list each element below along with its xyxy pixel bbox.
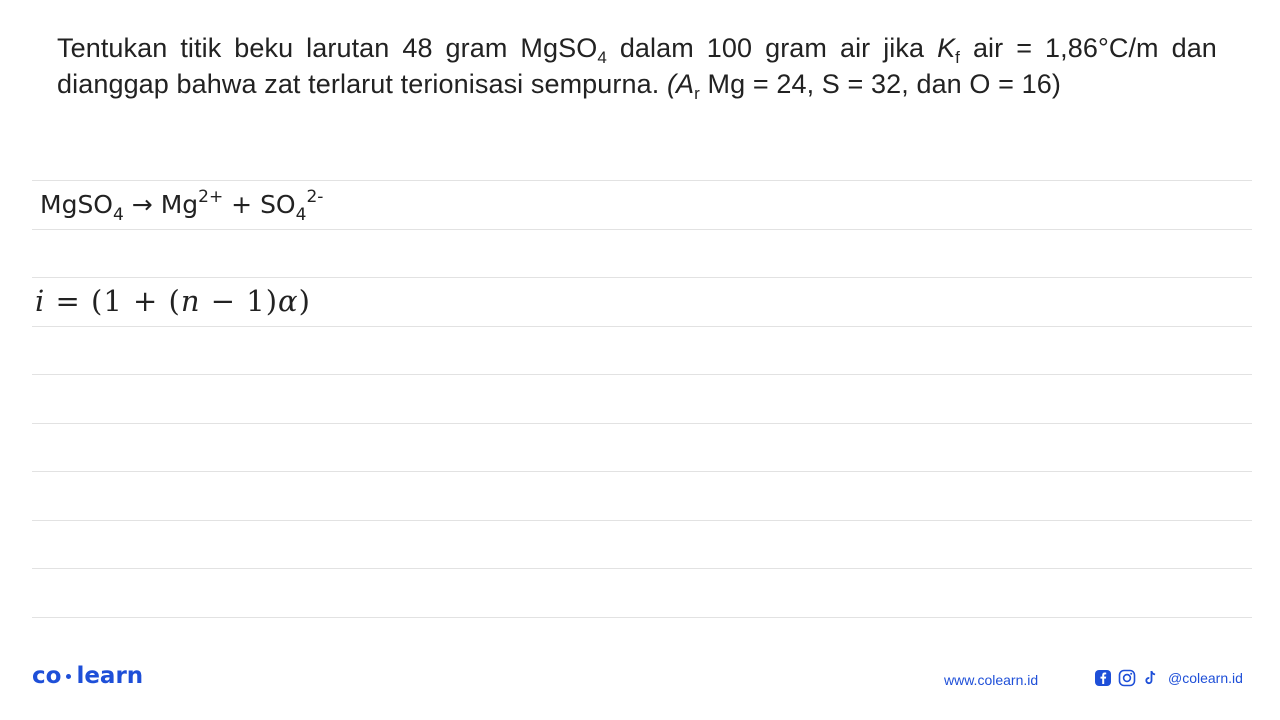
dissociation-equation: MgSO$_4$ → $Mg^{2+} + SO_4^{2-}$ xyxy=(40,187,324,225)
ruled-line xyxy=(32,180,1252,181)
question-text xyxy=(57,30,1217,102)
ruled-line xyxy=(32,617,1252,618)
facebook-icon xyxy=(1094,669,1112,687)
social-links xyxy=(1094,669,1243,687)
ruled-line xyxy=(32,568,1252,569)
website-url: www.colearn.id xyxy=(944,672,1039,688)
ar-symbol: ($A_r$ xyxy=(666,69,700,103)
reaction-arrow: → xyxy=(131,190,153,219)
tiktok-icon xyxy=(1142,669,1160,687)
social-handle: @colearn.id xyxy=(1168,670,1243,686)
instagram-icon xyxy=(1118,669,1136,687)
ruled-line xyxy=(32,374,1252,375)
question-line-1: Tentukan titik beku larutan 48 gram MgSO$_4$ dalam 100 gram air jika $K_f$ air = 1,86°C/m dan xyxy=(57,33,1217,67)
vant-hoff-equation: i = (1 + (n − 1)α) xyxy=(35,284,311,318)
ruled-line xyxy=(32,229,1252,230)
ruled-line xyxy=(32,471,1252,472)
ruled-line xyxy=(32,520,1252,521)
kf-symbol: $K_f$ xyxy=(937,33,960,67)
ruled-line xyxy=(32,326,1252,327)
formula-mgso4: MgSO$_4$ xyxy=(520,33,607,67)
ruled-line xyxy=(32,423,1252,424)
ruled-line xyxy=(32,277,1252,278)
colearn-logo: co learn xyxy=(32,663,144,689)
question-line-2: dianggap bahwa zat terlarut terionisasi sempurna. ($A_r$ Mg = 24, S = 32, dan O = 16) xyxy=(57,69,1061,103)
